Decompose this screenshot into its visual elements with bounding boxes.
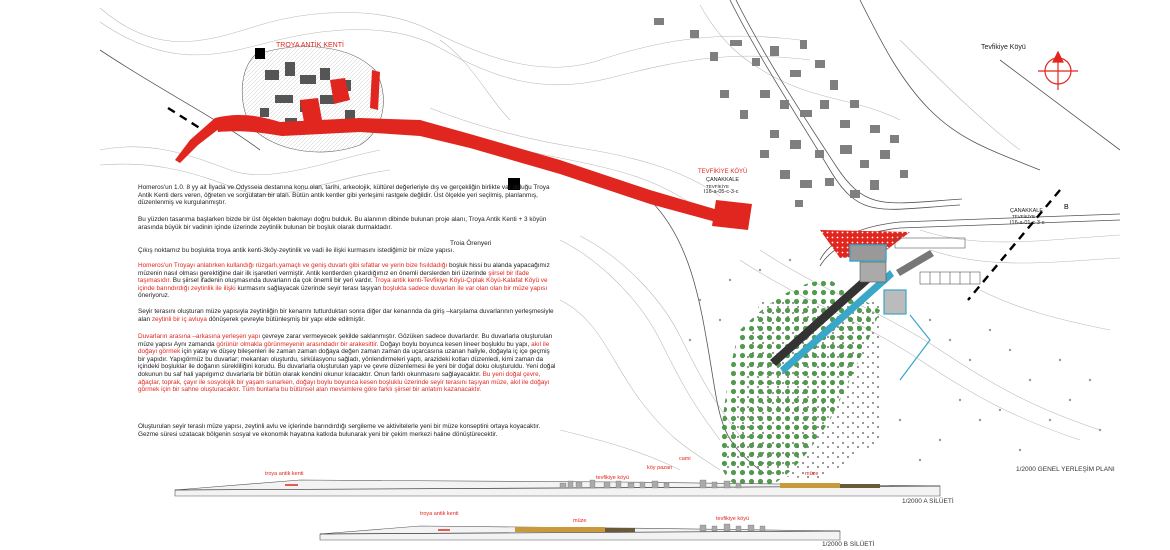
label-troia-orenyeri: Troia Örenyeri <box>450 240 492 247</box>
text-run: Homeros'un Troyayı anlatırken kullandığı rüzgarlı,yamaçlı ve geniş duvarlı gibi sıfatlar ve yerin bize fısıldadığı <box>138 262 448 269</box>
sil-a-muze-label: müze <box>805 471 819 477</box>
text-run: Seyir terasını oluşturan müze yapısıyla zeytinliğin bir kenarını tutturduktan sonra diğer dar kenarında da giriş –karşılama duvarlarının yerleşmesiyle alan <box>138 308 554 323</box>
text-run: Homeros'un 1.0. 8 yy ait İlyada ve Odysseia destanına konu olan, tarihi, arkeolojik, kültürel değerleriyle dış ve gerçekliğin birlikte var olduğu Troya Antik Kenti ders veren, öğreten ve sorgulatan bir alan. Bütün antik kentler gibi yerleşimi rastgele değildir. Üst ölçekle yeri seçilmiş, planlanmış, düzenlenmiş ve kurgulanmıştır. <box>138 184 550 207</box>
label-canakkale-left: ÇANAKKALE <box>706 177 740 183</box>
sil-b-muze-label: müze <box>573 518 587 524</box>
text-run: Doğayı boylu boyunca kesen lineer boşluklu bu yapı, <box>378 340 532 348</box>
plan-title: 1/2000 GENEL YERLEŞİM PLANI <box>1016 466 1115 473</box>
label-troy-city: TROYA ANTİK KENTİ <box>276 42 344 49</box>
paragraph-1 <box>138 184 558 207</box>
text-run: Çıkış noktamız bu boşlukta troya antik kenti-3köy-zeytinlik ve vadi ile ilişki kurmasını istediğimiz bir müze yapısı. <box>138 247 455 254</box>
text-run: Bu şiirsel ifadenin oluşmasında duvarların da çok önemli bir yeri vardır. <box>171 277 375 285</box>
svg-text:B: B <box>1064 204 1069 211</box>
troy-ruins-area <box>242 47 520 190</box>
text-run: görünür olmakla görünmeyenin arasındadır bir arakesittir. <box>216 340 379 348</box>
text-run: akıl ile doğayı görmek <box>138 340 550 356</box>
label-canakkale-right: ÇANAKKALE <box>1010 208 1044 214</box>
north-arrow-icon <box>1038 52 1078 90</box>
text-run: kurmasını sağlayacak üzerinde seyir terası taşıyan <box>235 284 383 292</box>
parking-area <box>895 238 980 284</box>
village-buildings <box>654 18 908 207</box>
paragraph-4 <box>138 262 558 300</box>
text-run: Duvarların arasına –arkasına yerleşen yapı <box>138 333 261 340</box>
label-road-right: I16-a-01-c-3-c <box>1010 220 1045 226</box>
sil-a-title: 1/2000 A SİLÜETİ <box>902 498 954 505</box>
silhouette-a-drawing <box>175 480 940 496</box>
text-run: öneriyoruz. <box>138 292 170 300</box>
text-run: boşluk hissi bu alanda yapacağımız müzenin nasıl olması gerektiğine dair ilk işaretleri vermiştir. Antik kentlerden çıkardığımız en önemli derslerden biri üzerinde <box>138 262 550 277</box>
sil-a-cami-label: cami <box>679 456 691 462</box>
text-run: dönüşerek çevreyle bütünleşmiş bir yapı elde edilmiştir. <box>206 315 365 323</box>
label-tevfikiye-red: TEVFİKİYE KÖYÜ <box>698 169 748 175</box>
paragraph-2 <box>138 216 558 231</box>
paragraph-5 <box>138 308 558 323</box>
label-tevfikiye-village: Tevfikiye Köyü <box>981 44 1026 51</box>
sil-a-tevfikiye-label: tevfikiye köyü <box>596 475 630 481</box>
label-canakkale-right-sub: TEVFİKİYE <box>1012 214 1036 219</box>
label-canakkale-left-sub: TEVFİKİYE <box>706 184 730 189</box>
text-run: çevreye zarar vermeyecek şekilde saklanmıştır. Gözüken sadece duvarlardır. Bu duvarlarla oluşturulan müze yapısı Aynı zamanda <box>138 333 553 348</box>
paragraph-6 <box>138 333 558 394</box>
sil-b-title: 1/2000 B SİLÜETİ <box>822 541 875 548</box>
text-run: Troya antik kenti-Tevfikiye Köyü-Çıplak Köyü-Kalafat Köyü ve içinde barındırdığı zeytinlik ile ilişki <box>138 277 548 292</box>
text-run: Bu yüzden tasarıma başlarken bizde bir üst ölçekten bakmayı doğru bulduk. Bu alanının dibinde bulunan proje alanı, Troya Antik Kenti + 3 köyün arasında büyük bir vadinin içinde üzerinde zeytinlik bulunan bir boşluk olarak durmaktadır. <box>138 216 547 231</box>
text-run: için yatay ve düşey bileşenleri ile zaman zaman doğaya değen zaman zaman da uçarcasına uzanan haliyle, doğayla iç içe geçmiş bir yapıdır. Yapıgörmüz bu duvarlar; mekanları oluşturdu, sirkülasyonu sağladı, yönlendirmeleri yaptı, arazideki kotları düzenledi, kimi zaman da içindeki boşluklar ile doğanın sürekliliğini korudu. Bu duvarlarla oluşturulan yapı ve çevre düzenlemesi ile yeni bir doğal doku oluşturuldu. Yeni doğal dokunun bu saf hali yapılgımız duvarlarla bir bütün olarak kendini okunur kılacaktır. Onun farklı okunmasını sağlayacaktır. <box>138 348 556 378</box>
text-run: boşlukta sadece duvarları ile var olan olan bir müze yapısı <box>382 284 548 292</box>
sil-a-koy-pazari-label: köy pazarı <box>647 465 673 471</box>
text-run: Oluşturulan seyir teraslı müze yapısı, zeytinli avlu ve içlerinde barındırdığı sergileme ve aktivitelerle yeni bir müze konseptini ortaya koyacaktır. Gezme süresi uzatacak bölgenin sosyal ve ekonomik hayatına katkıda bulunarak yeni bir çekim merkezi haline dönüştürecektir. <box>138 423 541 438</box>
paragraph-3 <box>138 247 558 255</box>
silhouette-b-drawing <box>320 524 840 540</box>
museum-site <box>719 245 934 490</box>
text-run: şiirsel bir ifade taşımasıdır. <box>138 269 530 285</box>
sil-b-tevfikiye-label: tevfikiye köyü <box>716 516 750 522</box>
label-road-left: I16-a-05-c-3-c <box>704 189 739 195</box>
text-run: Bu yeni doğal çevre, ağaçlar, toprak, çayır ile sosyolojik bir yaşam sunarken, doğayı boylu boyunca kesen boşluklu üzerinde seyir terasını taşıyan müze, akıl ile doğayı görmek için bir sahne oluşturacaktır. Tüm bunlarla bu bütünsel alan mevsimlere göre farklı şiirsel bir anlatım kazanacaktır. <box>138 370 550 394</box>
paragraph-7 <box>138 423 558 438</box>
sil-a-troya-label: troya antik kenti <box>265 471 304 477</box>
sil-b-troya-label: troya antik kenti <box>420 511 459 517</box>
text-run: zeytinli bir iç avluya <box>151 315 207 323</box>
